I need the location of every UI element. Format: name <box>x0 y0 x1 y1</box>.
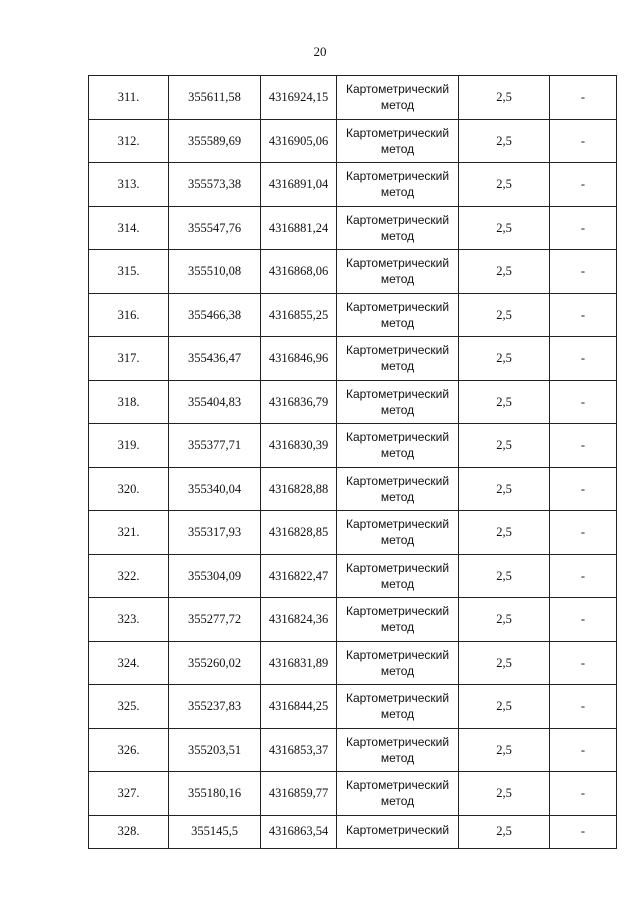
point-number-cell: 321. <box>89 511 169 555</box>
method-cell: Картометрический метод <box>337 250 459 294</box>
page-number: 20 <box>313 44 327 59</box>
note-cell: - <box>550 685 617 729</box>
method-cell: Картометрический метод <box>337 554 459 598</box>
x-coordinate-cell: 355611,58 <box>169 76 261 120</box>
x-coordinate-cell: 355589,69 <box>169 119 261 163</box>
point-number-cell: 323. <box>89 598 169 642</box>
note-cell: - <box>550 424 617 468</box>
x-coordinate-cell: 355180,16 <box>169 772 261 816</box>
method-cell: Картометрический метод <box>337 641 459 685</box>
point-number-cell: 318. <box>89 380 169 424</box>
x-coordinate-cell: 355304,09 <box>169 554 261 598</box>
method-cell: Картометрический метод <box>337 119 459 163</box>
table-row <box>89 119 617 163</box>
x-coordinate-cell: 355340,04 <box>169 467 261 511</box>
point-number-cell: 328. <box>89 815 169 848</box>
point-number-cell: 324. <box>89 641 169 685</box>
accuracy-cell: 2,5 <box>459 815 550 848</box>
table-row <box>89 511 617 555</box>
method-cell: Картометрический метод <box>337 772 459 816</box>
y-coordinate-cell: 4316891,04 <box>261 163 337 207</box>
method-cell: Картометрический метод <box>337 728 459 772</box>
y-coordinate-cell: 4316868,06 <box>261 250 337 294</box>
x-coordinate-cell: 355260,02 <box>169 641 261 685</box>
table-row <box>89 641 617 685</box>
x-coordinate-cell: 355277,72 <box>169 598 261 642</box>
table-row <box>89 685 617 729</box>
x-coordinate-cell: 355317,93 <box>169 511 261 555</box>
note-cell: - <box>550 598 617 642</box>
y-coordinate-cell: 4316828,88 <box>261 467 337 511</box>
accuracy-cell: 2,5 <box>459 380 550 424</box>
table-row <box>89 467 617 511</box>
x-coordinate-cell: 355404,83 <box>169 380 261 424</box>
point-number-cell: 316. <box>89 293 169 337</box>
point-number-cell: 327. <box>89 772 169 816</box>
accuracy-cell: 2,5 <box>459 250 550 294</box>
accuracy-cell: 2,5 <box>459 76 550 120</box>
table-row <box>89 293 617 337</box>
point-number-cell: 317. <box>89 337 169 381</box>
y-coordinate-cell: 4316844,25 <box>261 685 337 729</box>
note-cell: - <box>550 76 617 120</box>
method-cell: Картометрический метод <box>337 76 459 120</box>
accuracy-cell: 2,5 <box>459 467 550 511</box>
y-coordinate-cell: 4316859,77 <box>261 772 337 816</box>
accuracy-cell: 2,5 <box>459 554 550 598</box>
accuracy-cell: 2,5 <box>459 598 550 642</box>
x-coordinate-cell: 355203,51 <box>169 728 261 772</box>
point-number-cell: 322. <box>89 554 169 598</box>
point-number-cell: 312. <box>89 119 169 163</box>
point-number-cell: 311. <box>89 76 169 120</box>
y-coordinate-cell: 4316824,36 <box>261 598 337 642</box>
method-cell: Картометрический метод <box>337 380 459 424</box>
y-coordinate-cell: 4316855,25 <box>261 293 337 337</box>
table-row <box>89 163 617 207</box>
table-row <box>89 380 617 424</box>
x-coordinate-cell: 355510,08 <box>169 250 261 294</box>
method-cell: Картометрический метод <box>337 163 459 207</box>
table-row <box>89 424 617 468</box>
method-cell: Картометрический метод <box>337 337 459 381</box>
x-coordinate-cell: 355573,38 <box>169 163 261 207</box>
method-cell: Картометрический метод <box>337 467 459 511</box>
table-row <box>89 250 617 294</box>
y-coordinate-cell: 4316924,15 <box>261 76 337 120</box>
y-coordinate-cell: 4316836,79 <box>261 380 337 424</box>
y-coordinate-cell: 4316822,47 <box>261 554 337 598</box>
point-number-cell: 326. <box>89 728 169 772</box>
y-coordinate-cell: 4316881,24 <box>261 206 337 250</box>
note-cell: - <box>550 250 617 294</box>
note-cell: - <box>550 119 617 163</box>
table-row <box>89 337 617 381</box>
method-cell: Картометрический метод <box>337 424 459 468</box>
point-number-cell: 319. <box>89 424 169 468</box>
accuracy-cell: 2,5 <box>459 641 550 685</box>
note-cell: - <box>550 163 617 207</box>
accuracy-cell: 2,5 <box>459 337 550 381</box>
accuracy-cell: 2,5 <box>459 293 550 337</box>
method-cell: Картометрический <box>337 815 459 848</box>
table-row <box>89 728 617 772</box>
y-coordinate-cell: 4316846,96 <box>261 337 337 381</box>
point-number-cell: 313. <box>89 163 169 207</box>
accuracy-cell: 2,5 <box>459 772 550 816</box>
x-coordinate-cell: 355145,5 <box>169 815 261 848</box>
note-cell: - <box>550 728 617 772</box>
method-cell: Картометрический метод <box>337 511 459 555</box>
point-number-cell: 314. <box>89 206 169 250</box>
note-cell: - <box>550 206 617 250</box>
point-number-cell: 320. <box>89 467 169 511</box>
note-cell: - <box>550 641 617 685</box>
method-cell: Картометрический метод <box>337 598 459 642</box>
x-coordinate-cell: 355436,47 <box>169 337 261 381</box>
accuracy-cell: 2,5 <box>459 511 550 555</box>
note-cell: - <box>550 554 617 598</box>
y-coordinate-cell: 4316830,39 <box>261 424 337 468</box>
note-cell: - <box>550 772 617 816</box>
table-row <box>89 206 617 250</box>
accuracy-cell: 2,5 <box>459 424 550 468</box>
method-cell: Картометрический метод <box>337 685 459 729</box>
coordinates-table <box>88 75 617 849</box>
y-coordinate-cell: 4316853,37 <box>261 728 337 772</box>
table-row <box>89 76 617 120</box>
point-number-cell: 315. <box>89 250 169 294</box>
note-cell: - <box>550 337 617 381</box>
x-coordinate-cell: 355377,71 <box>169 424 261 468</box>
x-coordinate-cell: 355466,38 <box>169 293 261 337</box>
note-cell: - <box>550 293 617 337</box>
accuracy-cell: 2,5 <box>459 728 550 772</box>
note-cell: - <box>550 511 617 555</box>
y-coordinate-cell: 4316828,85 <box>261 511 337 555</box>
method-cell: Картометрический метод <box>337 293 459 337</box>
y-coordinate-cell: 4316831,89 <box>261 641 337 685</box>
table-row <box>89 598 617 642</box>
y-coordinate-cell: 4316863,54 <box>261 815 337 848</box>
accuracy-cell: 2,5 <box>459 119 550 163</box>
point-number-cell: 325. <box>89 685 169 729</box>
accuracy-cell: 2,5 <box>459 163 550 207</box>
x-coordinate-cell: 355237,83 <box>169 685 261 729</box>
table-row <box>89 772 617 816</box>
accuracy-cell: 2,5 <box>459 685 550 729</box>
table-row <box>89 554 617 598</box>
note-cell: - <box>550 815 617 848</box>
accuracy-cell: 2,5 <box>459 206 550 250</box>
note-cell: - <box>550 467 617 511</box>
method-cell: Картометрический метод <box>337 206 459 250</box>
note-cell: - <box>550 380 617 424</box>
x-coordinate-cell: 355547,76 <box>169 206 261 250</box>
y-coordinate-cell: 4316905,06 <box>261 119 337 163</box>
table-row <box>89 815 617 848</box>
